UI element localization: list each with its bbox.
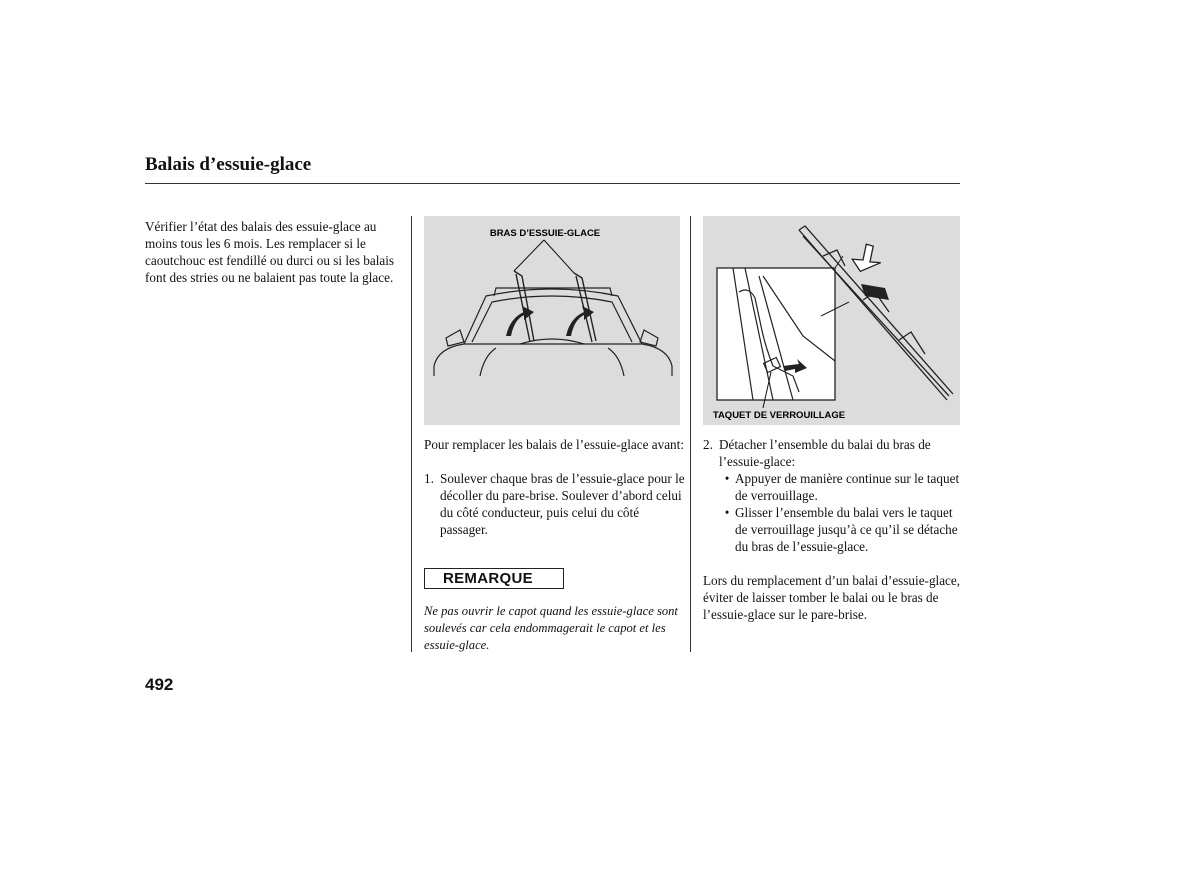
replace-lead: Pour remplacer les balais de l’essuie-glace avant:	[424, 437, 684, 452]
bullet-1-text: Appuyer de manière continue sur le taquet de verrouillage.	[735, 471, 960, 503]
step-1-text: Soulever chaque bras de l’essuie-glace pour le décoller du pare-brise. Soulever d’abord celui du côté conducteur, puis celui du côté passager.	[440, 471, 685, 537]
step-1	[424, 470, 686, 538]
page-title: Balais d’essuie-glace	[145, 154, 312, 175]
step-2	[703, 436, 965, 470]
step-1-number: 1.	[424, 471, 434, 486]
wiper-arms-figure	[424, 216, 680, 425]
lock-tab-figure	[703, 216, 960, 425]
bullet-item-1: • Appuyer de manière continue sur le taquet de verrouillage.	[703, 470, 965, 504]
title-rule	[145, 183, 960, 184]
closing-paragraph: Lors du remplacement d’un balai d’essuie-glace, éviter de laisser tomber le balai ou le bras de l’essuie-glace sur le pare-brise.	[703, 573, 961, 622]
intro-paragraph: Vérifier l’état des balais des essuie-glace au moins tous les 6 mois. Les remplacer si le caoutchouc est fendillé ou durci ou si les balais font des stries ou ne balaient pas toute la glace.	[145, 219, 395, 285]
step-2-number: 2.	[703, 437, 713, 452]
remarque-label: REMARQUE	[424, 568, 564, 589]
page-number: 492	[145, 675, 174, 694]
step-2-text: Détacher l’ensemble du balai du bras de l’essuie-glace:	[719, 437, 931, 469]
bullet-item-2: • Glisser l’ensemble du balai vers le taquet de verrouillage jusqu’à ce qu’il se détache du bras de l’essuie-glace.	[703, 504, 965, 555]
bullet-2-text: Glisser l’ensemble du balai vers le taquet de verrouillage jusqu’à ce qu’il se détache du bras de l’essuie-glace.	[735, 505, 958, 554]
lock-tab-caption: TAQUET DE VERROUILLAGE	[712, 410, 846, 421]
column-divider-right	[690, 216, 691, 652]
column-divider-left	[411, 216, 412, 652]
middle-text	[424, 436, 686, 538]
wiper-arms-caption: BRAS D’ESSUIE-GLACE	[489, 228, 601, 239]
right-text	[703, 436, 965, 623]
remarque-note: Ne pas ouvrir le capot quand les essuie-glace sont soulevés car cela endommagerait le capot et les essuie-glace.	[424, 604, 678, 652]
